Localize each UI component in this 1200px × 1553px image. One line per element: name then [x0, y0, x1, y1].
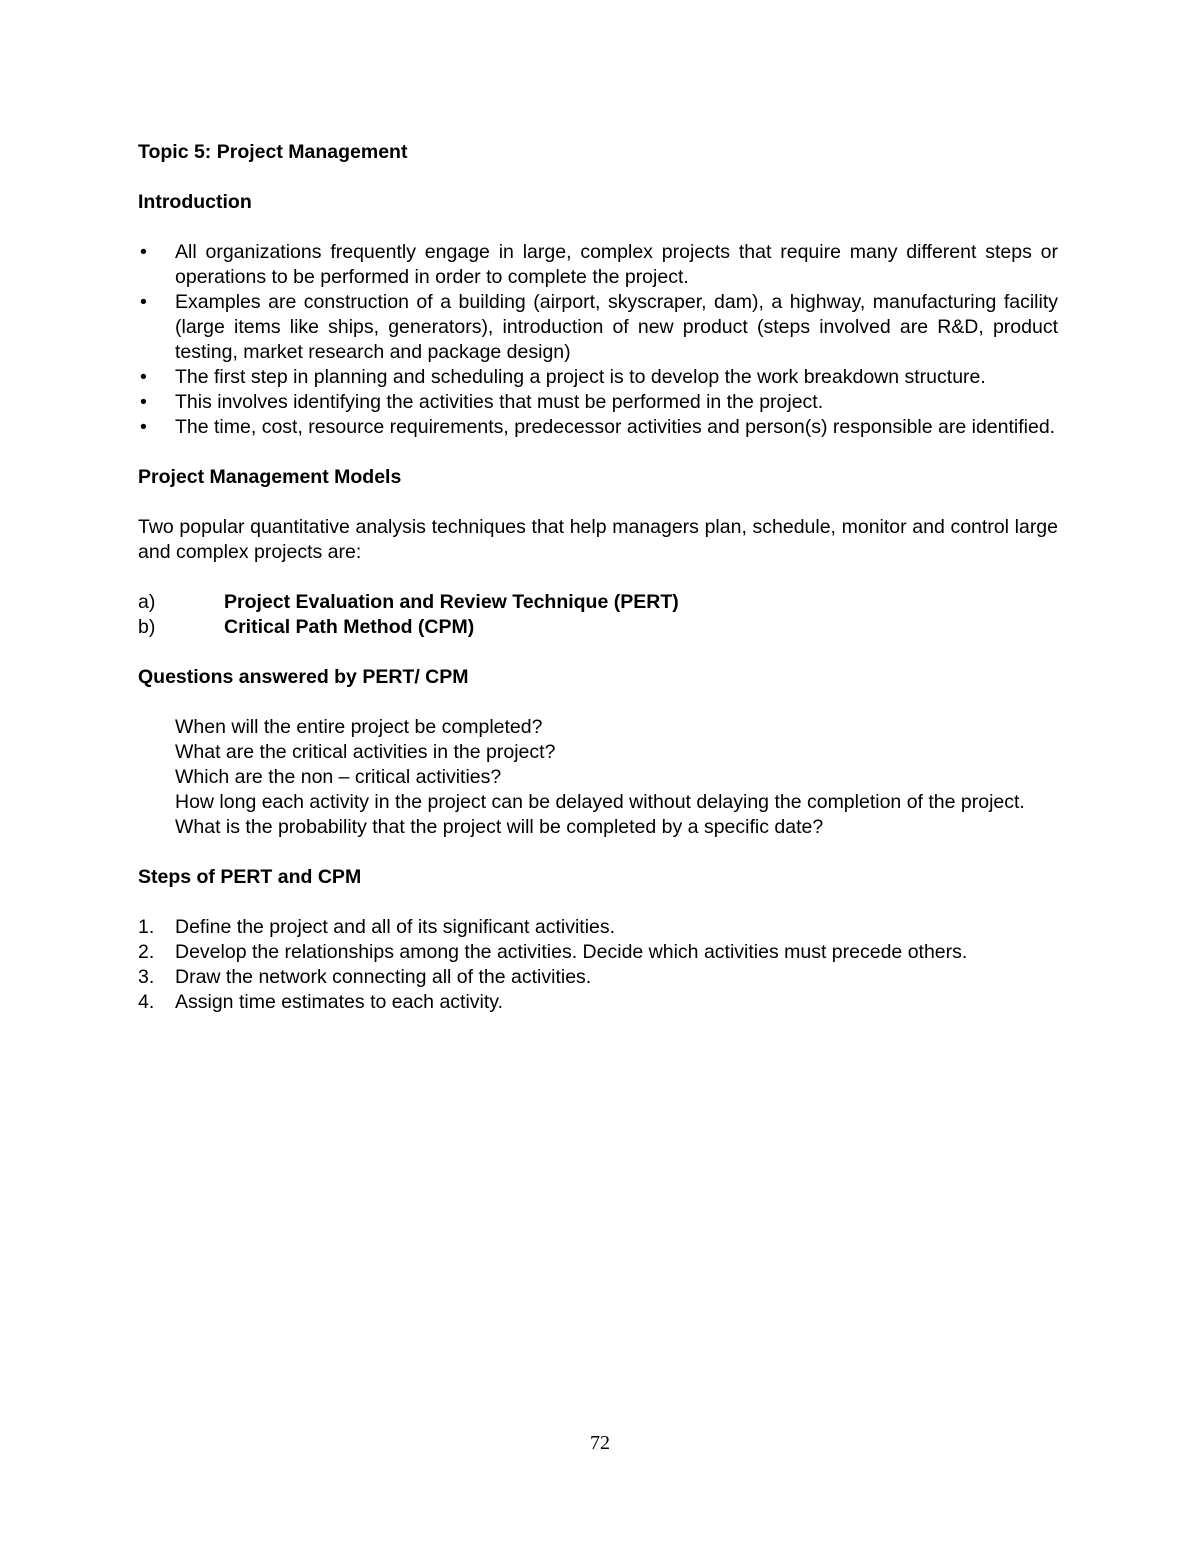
step-item: [138, 965, 1058, 990]
bullet-item: [138, 390, 1058, 415]
bullet-text: This involves identifying the activities that must be performed in the project.: [175, 391, 824, 413]
introduction-bullet-list: [138, 240, 1058, 440]
model-item-marker: a): [138, 591, 156, 613]
step-item: [138, 940, 1058, 965]
steps-heading: Steps of PERT and CPM: [138, 866, 362, 888]
steps-list: [138, 915, 1058, 1015]
page-title: Topic 5: Project Management: [138, 141, 408, 163]
introduction-heading: Introduction: [138, 191, 252, 213]
bullet-text: The first step in planning and scheduling a project is to develop the work breakdown structure.: [175, 366, 986, 388]
bullet-text: Examples are construction of a building (airport, skyscraper, dam), a highway, manufacturing facility (large items like ships, generators), introduction of new product (steps involved are R&D, product testing, market research and package design): [175, 291, 1058, 363]
step-item: [138, 990, 1058, 1015]
model-item-text: Project Evaluation and Review Technique (PERT): [224, 591, 679, 613]
question-item: What is the probability that the project will be completed by a specific date?: [175, 816, 824, 838]
model-item: [138, 590, 1058, 615]
question-item: How long each activity in the project can be delayed without delaying the completion of the project.: [175, 791, 1025, 813]
question-item: When will the entire project be completed?: [175, 716, 543, 738]
bullet-icon: •: [140, 391, 147, 413]
document-page: [138, 140, 1058, 1015]
step-number: 4.: [138, 991, 155, 1013]
step-number: 2.: [138, 941, 155, 963]
models-paragraph: Two popular quantitative analysis techniques that help managers plan, schedule, monitor and control large and complex projects are:: [138, 516, 1058, 563]
questions-list: [138, 715, 1058, 840]
models-heading: Project Management Models: [138, 466, 402, 488]
model-item: [138, 615, 1058, 640]
bullet-icon: •: [140, 241, 147, 263]
bullet-item: [138, 290, 1058, 365]
step-number: 1.: [138, 916, 155, 938]
bullet-icon: •: [140, 291, 147, 313]
step-number: 3.: [138, 966, 155, 988]
bullet-icon: •: [140, 366, 147, 388]
bullet-text: All organizations frequently engage in large, complex projects that require many different steps or operations to be performed in order to complete the project.: [175, 241, 1058, 288]
question-item: Which are the non – critical activities?: [175, 766, 502, 788]
bullet-item: [138, 240, 1058, 290]
model-item-marker: b): [138, 616, 156, 638]
bullet-item: [138, 365, 1058, 390]
questions-heading: Questions answered by PERT/ CPM: [138, 666, 469, 688]
bullet-item: [138, 415, 1058, 440]
model-item-text: Critical Path Method (CPM): [224, 616, 475, 638]
bullet-text: The time, cost, resource requirements, predecessor activities and person(s) responsible are identified.: [175, 416, 1056, 438]
step-text: Assign time estimates to each activity.: [175, 991, 504, 1013]
models-list: [138, 590, 1058, 640]
step-text: Develop the relationships among the activities. Decide which activities must precede others.: [175, 941, 968, 963]
page-number: 72: [590, 1432, 610, 1454]
step-text: Define the project and all of its significant activities.: [175, 916, 616, 938]
bullet-icon: •: [140, 416, 147, 438]
step-item: [138, 915, 1058, 940]
question-item: What are the critical activities in the project?: [175, 741, 556, 763]
step-text: Draw the network connecting all of the activities.: [175, 966, 592, 988]
